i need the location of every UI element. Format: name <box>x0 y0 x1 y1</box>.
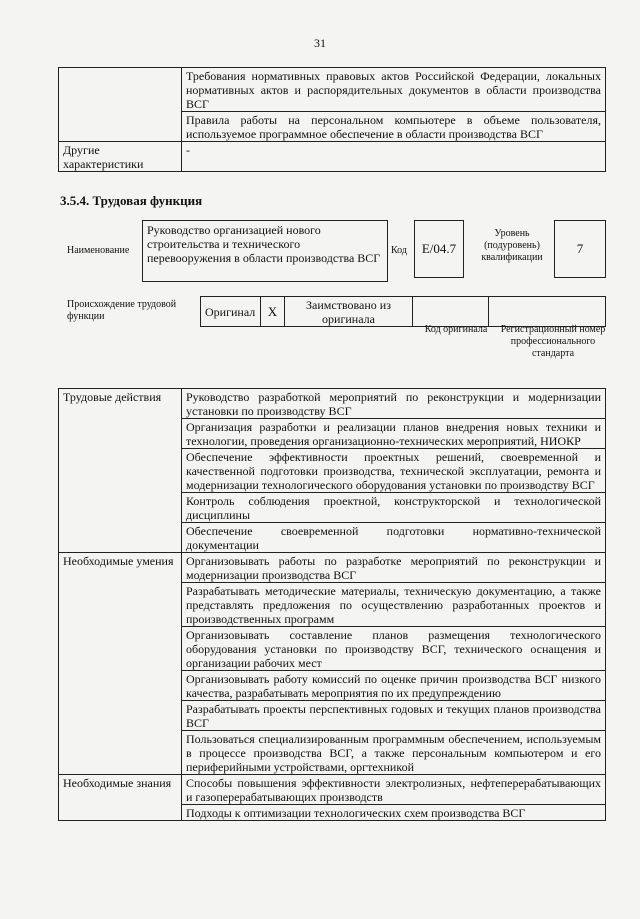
table-cell: Обеспечение эффективности проектных решений, своевременной и качественной подготовки производства, технической эксплуатации, ремонта и модернизации технологического оборудования установки по производству ВСГ <box>182 449 606 493</box>
other-value: - <box>182 142 606 172</box>
table-cell: Обеспечение своевременной подготовки нормативно-технической документации <box>182 523 606 553</box>
other-label: Другие характеристики <box>59 142 182 172</box>
table-cell: Контроль соблюдения проектной, конструкторской и технологической дисциплины <box>182 493 606 523</box>
continued-table <box>58 67 606 172</box>
table-cell: Организовывать работы по разработке мероприятий по реконструкции и модернизации производства ВСГ <box>182 553 606 583</box>
table-cell: Руководство разработкой мероприятий по реконструкции и модернизации установки по производству ВСГ <box>182 389 606 419</box>
name-label: Наименование <box>67 245 130 256</box>
empty-cell <box>59 68 182 142</box>
origin-table <box>200 296 606 327</box>
table-cell: Правила работы на персональном компьютере в объеме пользователя, используемое программное обеспечение в области производства ВСГ <box>182 112 606 142</box>
level-value: 7 <box>554 220 606 278</box>
table-cell: Разрабатывать проекты перспективных годовых и текущих планов производства ВСГ <box>182 701 606 731</box>
table-cell: Подходы к оптимизации технологических схем производства ВСГ <box>182 805 606 821</box>
code-original-caption: Код оригинала <box>424 324 488 335</box>
table-cell: Организация разработки и реализации планов внедрения новых техники и технологии, проведения организационно-технических мероприятий, НИОКР <box>182 419 606 449</box>
original-label: Оригинал <box>201 297 261 327</box>
page-number: 31 <box>314 36 326 50</box>
section-title: 3.5.4. Трудовая функция <box>60 193 203 208</box>
table-cell: Разрабатывать методические материалы, техническую документацию, а также представлять предложения по осуществлению разработанных проектов и производственных программ <box>182 583 606 627</box>
section-label-skills: Необходимые умения <box>59 553 182 775</box>
original-mark: X <box>261 297 285 327</box>
table-cell: Пользоваться специализированным программным обеспечением, используемым в процессе производства ВСГ, а также персональным компьютером и его периферийными устройствами, оргтехникой <box>182 731 606 775</box>
level-label: Уровень (подуровень) квалификации <box>481 228 543 263</box>
origin-label: Происхождение трудовой функции <box>67 299 177 322</box>
table-cell: Организовывать работу комиссий по оценке причин производства ВСГ низкого качества, разрабатывать мероприятия по их предупреждению <box>182 671 606 701</box>
table-cell: Организовывать составление планов размещения технологического оборудования установки по производству ВСГ, технического оснащения и организации рабочих мест <box>182 627 606 671</box>
table-cell: Способы повышения эффективности электролизных, нефтеперерабатывающих и газоперерабатывающих производств <box>182 775 606 805</box>
section-label-knowledge: Необходимые знания <box>59 775 182 821</box>
name-value: Руководство организацией нового строительства и технического перевооружения в области производства ВСГ <box>142 220 388 282</box>
borrowed-label: Заимствовано из оригинала <box>285 297 413 327</box>
reg-number-cell <box>489 297 606 327</box>
code-value: E/04.7 <box>414 220 464 278</box>
table-cell: Требования нормативных правовых актов Российской Федерации, локальных нормативных актов и распорядительных документов в области производства ВСГ <box>182 68 606 112</box>
reg-number-caption: Регистрационный номер профессионального стандарта <box>500 324 606 359</box>
code-original-cell <box>413 297 489 327</box>
main-table <box>58 388 606 821</box>
section-label-actions: Трудовые действия <box>59 389 182 553</box>
code-label: Код <box>391 245 407 256</box>
